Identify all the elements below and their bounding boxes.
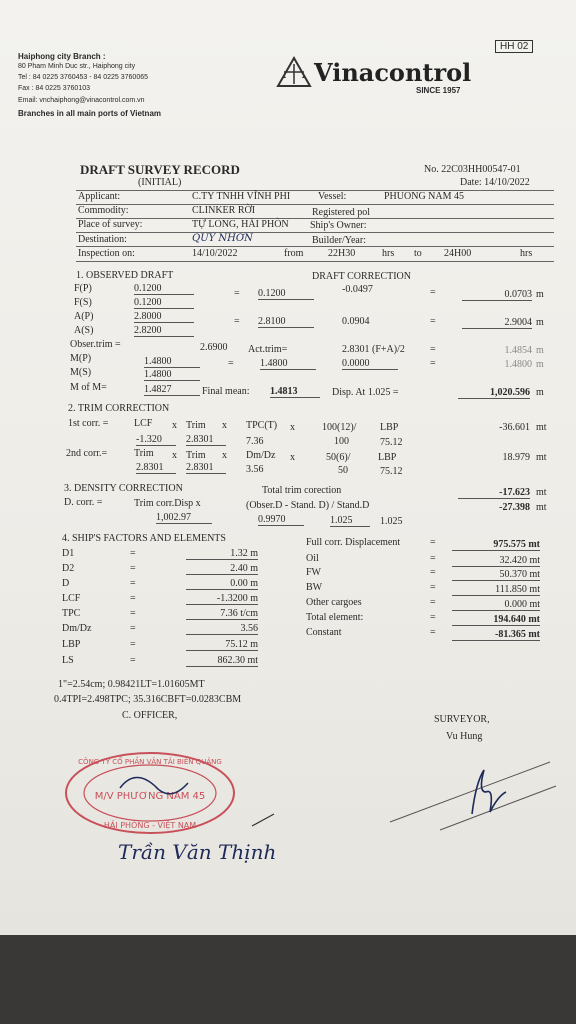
first-corr-result: -36.601: [499, 422, 530, 433]
factor-label: LS: [62, 655, 74, 666]
m-of-m-label: M of M=: [70, 382, 107, 393]
branch-title: Haiphong city Branch :: [18, 52, 106, 61]
x-sign: x: [290, 452, 295, 463]
officer-label: C. OFFICER,: [122, 710, 178, 721]
element-value: -81.365 mt: [452, 629, 540, 641]
unit-m: m: [536, 317, 544, 328]
ms-label: M(S): [70, 367, 92, 378]
eq-sign: =: [130, 563, 136, 574]
eq-sign: =: [228, 358, 234, 369]
unit-mt: mt: [536, 452, 547, 463]
time-to: 24H00: [444, 248, 472, 259]
commodity-label: Commodity:: [78, 205, 129, 216]
brand-name: Vinacontrol: [314, 58, 472, 87]
eq-sign: =: [234, 288, 240, 299]
destination-value: QUY NHƠN: [192, 233, 253, 244]
m-of-m-value: 1.4827: [144, 384, 200, 396]
unit-mt: mt: [536, 502, 547, 513]
std-density-value-2: 1.025: [380, 516, 403, 527]
element-label: Oil: [306, 553, 319, 564]
branch-email: Email: vnchaiphong@vinacontrol.com.vn: [18, 97, 145, 104]
eq-sign: =: [430, 537, 436, 548]
vessel-value: PHUONG NAM 45: [384, 191, 465, 202]
dmdz-value: 3.56: [246, 464, 264, 475]
total-trim-label: Total trim corection: [262, 485, 342, 496]
dmdz-label: Dm/Dz: [246, 450, 276, 461]
applicant-value: C.TY TNHH VĨNH PHI: [192, 191, 291, 202]
to-label: to: [414, 248, 422, 259]
f-mean: 0.1200: [258, 288, 314, 300]
final-mean-value: 1.4813: [270, 386, 320, 398]
first-corr-label: 1st corr. =: [68, 418, 109, 429]
ap-label: A(P): [74, 311, 94, 322]
eq-sign: =: [130, 548, 136, 559]
unit-mt: mt: [536, 422, 547, 433]
trim-value-2: 2.8301: [136, 462, 176, 474]
trim-label: Trim: [186, 450, 206, 461]
eq-sign: =: [430, 627, 436, 638]
element-label: Other cargoes: [306, 597, 362, 608]
unit-m: m: [536, 359, 544, 370]
element-label: FW: [306, 567, 321, 578]
obser-trim-label: Obser.trim =: [70, 339, 121, 350]
trim-label: Trim: [134, 448, 154, 459]
lbp-label: LBP: [380, 422, 399, 433]
m-correction: 0.0000: [342, 358, 398, 370]
total-trim-result: -17.623: [458, 487, 530, 499]
inspection-label: Inspection on:: [78, 248, 135, 259]
fp-label: F(P): [74, 283, 92, 294]
vinacontrol-logo-icon: [276, 56, 312, 88]
factor-value: 0.00 m: [186, 578, 258, 590]
officer-mark-icon: [250, 810, 280, 830]
time-from: 22H30: [328, 248, 356, 259]
factor-value: -1.3200 m: [186, 593, 258, 605]
stamp-bottom-text: HẢI PHÒNG - VIỆT NAM: [103, 821, 197, 830]
lbp-value: 75.12: [380, 437, 403, 448]
factor-label: TPC: [62, 608, 81, 619]
factors-header: 4. SHIP'S FACTORS AND ELEMENTS: [62, 533, 226, 544]
branch-fax: Fax : 84 0225 3760103: [18, 85, 91, 92]
lcf-value: -1.320: [136, 434, 176, 446]
factor-50: 50(6)/: [326, 452, 351, 463]
a-correction: 0.0904: [342, 316, 370, 327]
element-value: 111.850 mt: [452, 584, 540, 596]
branch-note: Branches in all main ports of Vietnam: [18, 109, 161, 118]
factor-label: LBP: [62, 639, 81, 650]
element-label: Full corr. Displacement: [306, 537, 401, 548]
lbp-label: LBP: [378, 452, 397, 463]
element-label: Total element:: [306, 612, 364, 623]
officer-handwritten-name: Trần Văn Thịnh: [118, 840, 277, 864]
eq-sign: =: [430, 582, 436, 593]
x-sign: x: [222, 450, 227, 461]
f-result: 0.0703: [462, 289, 532, 301]
trim-header: 2. TRIM CORRECTION: [68, 403, 170, 414]
f-correction: -0.0497: [342, 284, 373, 295]
fa-result: 1.4854: [504, 345, 532, 356]
factor-value: 2.40 m: [186, 563, 258, 575]
element-value: 975.575 mt: [452, 539, 540, 551]
density-header: 3. DENSITY CORRECTION: [64, 483, 183, 494]
density-result: -27.398: [499, 502, 530, 513]
m-result: 1.4800: [504, 359, 532, 370]
x-sign: x: [172, 450, 177, 461]
surveyor-signature-icon: [380, 752, 560, 832]
tpc-label: TPC(T): [246, 420, 278, 431]
d-corr-label: D. corr. =: [64, 497, 103, 508]
from-label: from: [284, 248, 304, 259]
factor-label: D1: [62, 548, 75, 559]
ms-value: 1.4800: [144, 369, 200, 381]
record-title: DRAFT SURVEY RECORD: [80, 162, 240, 177]
a-mean: 2.8100: [258, 316, 314, 328]
unit-mt: mt: [536, 487, 547, 498]
eq-sign: =: [130, 578, 136, 589]
eq-sign: =: [430, 316, 436, 327]
std-density-value: 1.025: [330, 515, 370, 527]
ship-owner-label: Ship's Owner:: [310, 220, 367, 231]
vessel-label: Vessel:: [318, 191, 347, 202]
hrs-label-1: hrs: [382, 248, 395, 259]
form-code: HH 02: [495, 40, 533, 53]
factor-value: 1.32 m: [186, 548, 258, 560]
a-result: 2.9004: [462, 317, 532, 329]
obser-trim-value: 2.6900: [200, 342, 228, 353]
eq-sign: =: [430, 344, 436, 355]
x-sign: x: [172, 420, 177, 431]
element-value: 32.420 mt: [452, 555, 540, 567]
as-label: A(S): [74, 325, 94, 336]
trim-value: 2.8301: [186, 434, 226, 446]
factor-value: 75.12 m: [186, 639, 258, 651]
factor-value: 7.36 t/cm: [186, 608, 258, 620]
hundred-value: 100: [334, 436, 349, 447]
fifty-value: 50: [338, 465, 348, 476]
tpc-value: 7.36: [246, 436, 264, 447]
element-value: 50.370 mt: [452, 569, 540, 581]
lcf-label: LCF: [134, 418, 153, 429]
x-sign: x: [222, 420, 227, 431]
disp-label: Disp. At 1.025 =: [332, 387, 399, 398]
draft-correction-header: DRAFT CORRECTION: [312, 271, 411, 282]
second-corr-result: 18.979: [502, 452, 530, 463]
as-value: 2.8200: [134, 325, 194, 337]
final-mean-label: Final mean:: [202, 386, 250, 397]
observed-header: 1. OBSERVED DRAFT: [76, 270, 174, 281]
trim-label: Trim: [186, 420, 206, 431]
lbp-value-2: 75.12: [380, 466, 403, 477]
inspection-value: 14/10/2022: [192, 248, 238, 259]
hrs-label-2: hrs: [520, 248, 533, 259]
ap-value: 2.8000: [134, 311, 194, 323]
disp-value-2: 1,002.97: [156, 512, 212, 524]
fp-value: 0.1200: [134, 283, 194, 295]
fs-value: 0.1200: [134, 297, 194, 309]
eq-sign: =: [130, 623, 136, 634]
place-label: Place of survey:: [78, 219, 143, 230]
surveyor-label: SURVEYOR,: [434, 714, 490, 725]
eq-sign: =: [130, 639, 136, 650]
fs-label: F(S): [74, 297, 92, 308]
factor-label: D: [62, 578, 70, 589]
eq-sign: =: [130, 655, 136, 666]
eq-sign: =: [430, 287, 436, 298]
factor-100: 100(12)/: [322, 422, 357, 433]
factor-value: 862.30 mt: [186, 655, 258, 667]
act-trim-label: Act.trim=: [248, 344, 288, 355]
branch-tel: Tel : 84 0225 3760453 - 84 0225 3760065: [18, 74, 149, 81]
unit-m: m: [536, 387, 544, 398]
stamp-top-text: CÔNG TY CỔ PHẦN VẬN TẢI BIỂN QUẢNG: [78, 758, 222, 766]
factor-label: LCF: [62, 593, 81, 604]
place-value: TỰ LONG, HẢI PHÒN: [192, 219, 289, 230]
conversion-2: 0.4TPI=2.498TPC; 35.316CBFT=0.0283CBM: [54, 694, 242, 705]
applicant-label: Applicant:: [78, 191, 121, 202]
eq-sign: =: [430, 358, 436, 369]
builder-label: Builder/Year:: [312, 235, 366, 246]
commodity-value: CLINKER RỜI: [192, 205, 256, 216]
eq-sign: =: [130, 608, 136, 619]
registered-owner-label: Registered pol: [312, 207, 371, 218]
mp-label: M(P): [70, 353, 92, 364]
record-subtitle: (INITIAL): [138, 177, 182, 188]
obser-d-formula: (Obser.D - Stand. D) / Stand.D: [246, 500, 370, 511]
surveyor-name: Vu Hung: [446, 731, 483, 742]
disp-value: 1,020.596: [458, 387, 530, 399]
record-date: Date: 14/10/2022: [460, 177, 530, 188]
obs-density-value: 0.9970: [258, 514, 304, 526]
trim-value-3: 2.8301: [186, 462, 226, 474]
eq-sign: =: [430, 567, 436, 578]
factor-value: 3.56: [186, 623, 258, 635]
eq-sign: =: [430, 612, 436, 623]
conversion-1: 1"=2.54cm; 0.98421LT=1.01605MT: [58, 679, 205, 690]
element-label: Constant: [306, 627, 342, 638]
eq-sign: =: [430, 553, 436, 564]
fa-formula: 2.8301 (F+A)/2: [342, 344, 405, 355]
stamp-mid-text: M/V PHƯƠNG NAM 45: [94, 791, 206, 802]
record-number: No. 22C03HH00547-01: [424, 164, 521, 175]
x-sign: x: [290, 422, 295, 433]
element-value: 0.000 mt: [452, 599, 540, 611]
eq-sign: =: [234, 316, 240, 327]
factor-label: Dm/Dz: [62, 623, 92, 634]
destination-label: Destination:: [78, 234, 127, 245]
mp-value: 1.4800: [144, 356, 200, 368]
eq-sign: =: [130, 593, 136, 604]
company-stamp-icon: [60, 748, 240, 838]
element-label: BW: [306, 582, 323, 593]
element-value: 194.640 mt: [452, 614, 540, 626]
second-corr-label: 2nd corr.=: [66, 448, 108, 459]
eq-sign: =: [430, 597, 436, 608]
brand-since: SINCE 1957: [416, 86, 461, 95]
branch-address: 80 Pham Minh Duc str., Haiphong city: [18, 63, 136, 70]
unit-m: m: [536, 345, 544, 356]
factor-label: D2: [62, 563, 75, 574]
unit-m: m: [536, 289, 544, 300]
m-mean: 1.4800: [260, 358, 316, 370]
d-corr-formula: Trim corr.Disp x: [134, 498, 201, 509]
